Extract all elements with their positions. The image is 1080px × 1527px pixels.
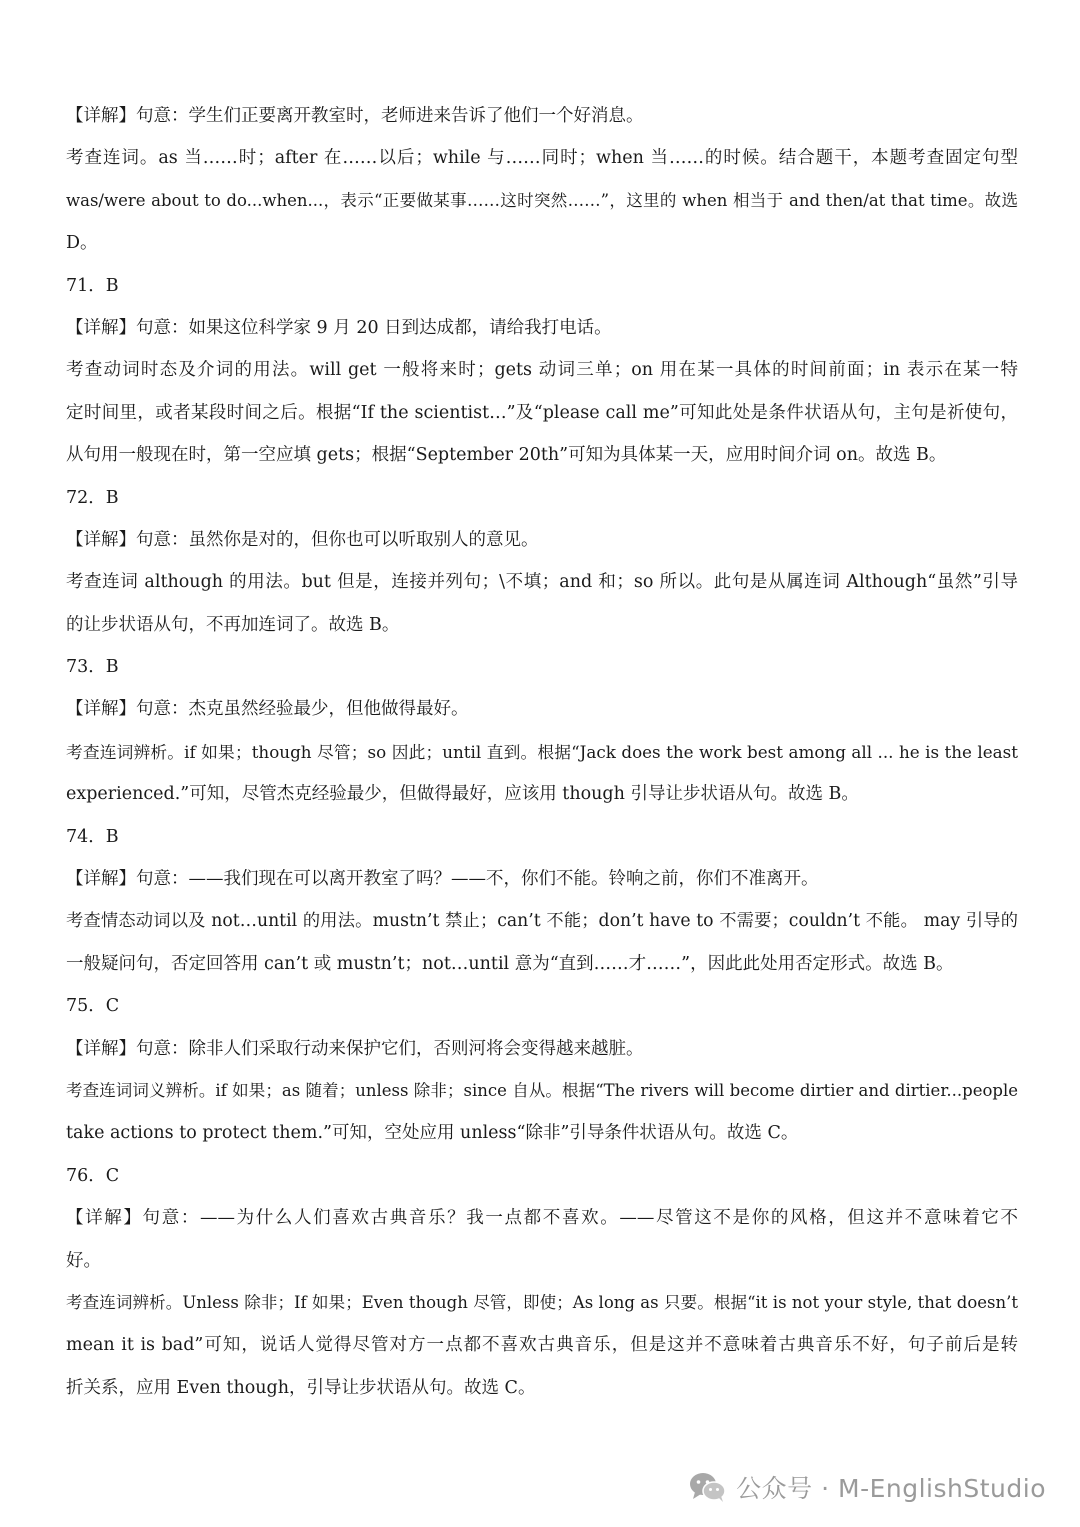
watermark-text: 公众号 · M-EnglishStudio bbox=[736, 1474, 1046, 1503]
text-line: 【详解】句意：除非人们采取行动来保护它们，否则河将会变得越来越脏。 bbox=[66, 1038, 644, 1059]
text-line: 【详解】句意：杰克虽然经验最少，但他做得最好。 bbox=[66, 699, 469, 720]
text-line: 【详解】句意：——我们现在可以离开教室了吗？——不，你们不能。铃响之前，你们不准离开。 bbox=[66, 869, 819, 890]
text-line: 折关系，应用 Even though，引导让步状语从句。故选 C。 bbox=[66, 1377, 536, 1398]
text-line: 73．B bbox=[66, 657, 119, 678]
text-line: 75．C bbox=[66, 996, 120, 1017]
text-line: 74．B bbox=[66, 826, 119, 847]
watermark bbox=[688, 1469, 1046, 1505]
text-line: 一般疑问句，否定回答用 can’t 或 mustn’t；not…until 意为“直到……才……”，因此此处用否定形式。故选 B。 bbox=[66, 953, 954, 974]
text-line: D。 bbox=[66, 233, 98, 254]
text-line: take actions to protect them.”可知，空处应用 unless“除非”引导条件状语从句。故选 C。 bbox=[66, 1123, 799, 1144]
text-line: 考查连词。as 当……时；after 在……以后；while 与……同时；when 当……的时候。结合题干，本题考查固定句型 bbox=[66, 148, 1018, 169]
text-line: 考查连词词义辨析。if 如果；as 随着；unless 除非；since 自从。根据“The rivers will become dirtier and dirtier...people bbox=[66, 1080, 1018, 1100]
text-line: 从句用一般现在时，第一空应填 gets；根据“September 20th”可知为具体某一天，应用时间介词 on。故选 B。 bbox=[66, 445, 947, 466]
text-line: was/were about to do...when...，表示“正要做某事……这时突然……”，这里的 when 相当于 and then/at that time。故选 bbox=[66, 190, 1018, 210]
text-line: 定时间里，或者某段时间之后。根据“If the scientist…”及“please call me”可知此处是条件状语从句，主句是祈使句， bbox=[66, 402, 1018, 423]
text-line: 76．C bbox=[66, 1165, 120, 1186]
text-line: 考查动词时态及介词的用法。will get 一般将来时；gets 动词三单；on 用在某一具体的时间前面；in 表示在某一特 bbox=[66, 360, 1018, 381]
text-line: experienced.”可知，尽管杰克经验最少，但做得最好，应该用 though 引导让步状语从句。故选 B。 bbox=[66, 784, 859, 805]
text-line: 考查连词 although 的用法。but 但是，连接并列句；\不填；and 和；so 所以。此句是从属连词 Although“虽然”引导 bbox=[66, 572, 1018, 593]
answer-explanation-document bbox=[66, 95, 1018, 1409]
text-line: 【详解】句意：学生们正要离开教室时，老师进来告诉了他们一个好消息。 bbox=[66, 106, 644, 126]
text-line: 的让步状语从句，不再加连词了。故选 B。 bbox=[66, 614, 400, 635]
text-line: 考查连词辨析。Unless 除非；If 如果；Even though 尽管，即使；As long as 只要。根据“it is not your style, that doesn’t bbox=[66, 1292, 1018, 1312]
text-line: 【详解】句意：虽然你是对的，但你也可以听取别人的意见。 bbox=[66, 529, 539, 550]
text-line: 72．B bbox=[66, 487, 119, 508]
text-line: 【详解】句意：——为什么人们喜欢古典音乐？我一点都不喜欢。——尽管这不是你的风格，但这并不意味着它不 bbox=[66, 1208, 1018, 1229]
text-line: 考查连词辨析。if 如果；though 尽管；so 因此；until 直到。根据“Jack does the work best among all ... he is the least bbox=[66, 741, 1018, 762]
text-line: 考查情态动词以及 not…until 的用法。mustn’t 禁止；can’t 不能；don’t have to 不需要；couldn’t 不能。 may 引导的 bbox=[66, 911, 1018, 932]
text-line: 【详解】句意：如果这位科学家 9 月 20 日到达成都，请给我打电话。 bbox=[66, 317, 612, 338]
text-line: mean it is bad”可知，说话人觉得尽管对方一点都不喜欢古典音乐，但是这并不意味着古典音乐不好，句子前后是转 bbox=[66, 1335, 1018, 1356]
wechat-icon bbox=[688, 1471, 728, 1503]
text-line: 好。 bbox=[66, 1250, 101, 1271]
text-line: 71．B bbox=[66, 275, 119, 296]
